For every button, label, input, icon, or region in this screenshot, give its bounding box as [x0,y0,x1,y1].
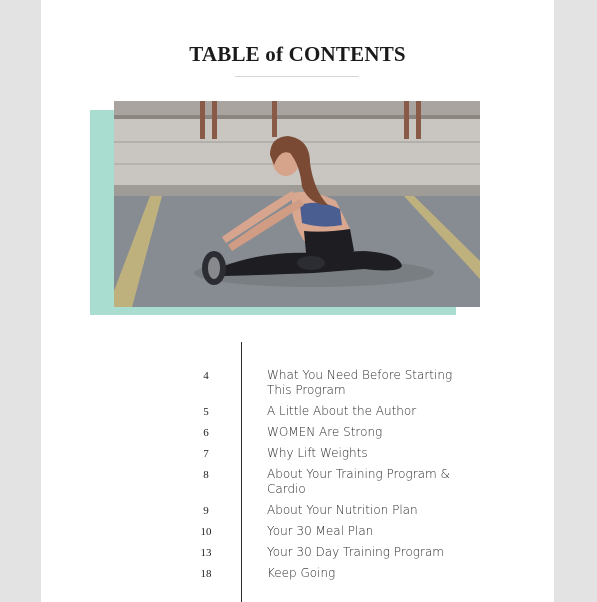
toc-entry[interactable] [41,503,554,524]
hero-photo [114,101,480,307]
toc-page-number: 18 [200,568,212,580]
toc-page-number: 10 [200,526,212,538]
document-page [41,0,554,602]
toc-page-number: 7 [203,448,209,460]
toc-page-number: 9 [203,505,209,517]
toc-entry-label: What You Need Before Starting This Program [267,368,453,397]
toc-page-number: 6 [203,427,209,439]
toc-entry-label: Your 30 Day Training Program [267,545,444,559]
toc-entry[interactable] [41,524,554,545]
toc-page-number: 5 [203,406,209,418]
toc-page-number: 4 [203,370,209,382]
toc-entry-label: Your 30 Meal Plan [267,524,374,538]
toc-entry-label: Why Lift Weights [267,446,368,460]
toc-entry[interactable] [41,368,554,404]
toc-entry-label: About Your Nutrition Plan [267,503,418,517]
toc-entry[interactable] [41,404,554,425]
toc-entry-label: A Little About the Author [267,404,417,418]
toc-entry-label: About Your Training Program & Cardio [267,467,450,496]
toc-entry-label: Keep Going [267,566,336,580]
toc-entry[interactable] [41,545,554,566]
toc-entry[interactable] [41,425,554,446]
toc-entry[interactable] [41,467,554,503]
toc-entry[interactable] [41,566,554,587]
toc-entry[interactable] [41,446,554,467]
toc-page-number: 13 [200,547,212,559]
toc-page-number: 8 [203,469,209,481]
toc-entry-label: WOMEN Are Strong [267,425,383,439]
page-title: TABLE of CONTENTS [189,42,406,66]
toc-list [41,368,554,587]
hero-photo-illustration [114,101,480,307]
title-underline [235,76,359,77]
